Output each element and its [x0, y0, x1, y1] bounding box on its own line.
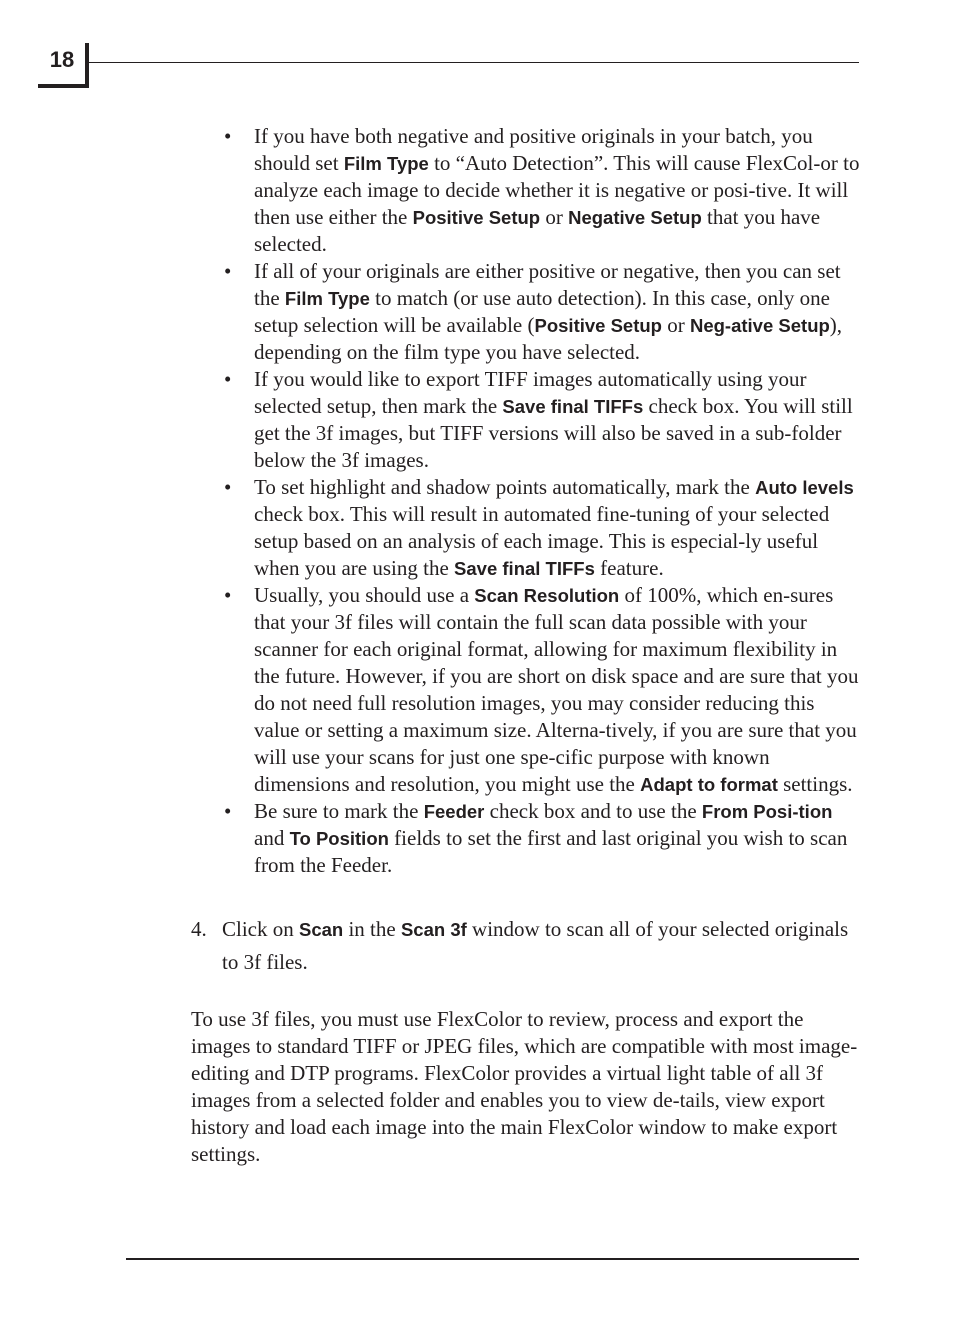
bullet-item-save-tiffs — [224, 366, 862, 474]
ui-term-from-position: From Posi-tion — [701, 801, 833, 822]
ui-term-scan: Scan — [299, 919, 344, 940]
text-run: If you have both negative and positive originals in your batch, you should set — [254, 124, 813, 175]
ui-term-to-position: To Position — [289, 828, 389, 849]
bullet-item-feeder — [224, 798, 862, 879]
text-run: or — [661, 313, 690, 337]
bullet-item-film-type-match — [224, 258, 862, 366]
footer-rule — [126, 1258, 859, 1260]
ui-term-positive-setup: Positive Setup — [534, 315, 662, 336]
ui-term-save-final-tiffs: Save final TIFFs — [454, 558, 595, 579]
text-run: check box and to use the — [484, 799, 702, 823]
ui-term-film-type: Film Type — [284, 288, 370, 309]
ui-term-positive-setup: Positive Setup — [412, 207, 541, 228]
ui-term-scan-resolution: Scan Resolution — [474, 585, 620, 606]
page-number: 18 — [49, 47, 75, 72]
ui-term-negative-setup: Negative Setup — [568, 207, 702, 228]
step-number: 4. — [191, 917, 207, 941]
text-run: settings. — [777, 772, 853, 796]
text-run: fields to set the first and last original you wish to scan from the Feeder. — [254, 826, 848, 877]
text-run: check box. This will result in automated fine-tuning of your selected setup based on an analysis of each image. This is especial-ly useful when you are using the — [254, 502, 830, 580]
ui-term-negative-setup: Neg-ative Setup — [689, 315, 830, 336]
text-run: of 100%, which en-sures that your 3f files will contain the full scan data possible with your scanner for each original format, allowing for maximum flexibility in the future. However, if you are short on disk space and are sure that you do not need full resolution images, you may consider reducing this value or setting a maximum size. Alterna-tively, if you are sure that you will use your scans for just one spe-cific purpose with known dimensions and resolution, you might use the — [254, 583, 859, 796]
text-run: in the — [343, 917, 401, 941]
text-run: check box. You will still get the 3f images, but TIFF versions will also be saved in a sub-folder below the 3f images. — [254, 394, 853, 472]
text-run: to match (or use auto detection). In this case, only one setup selection will be available ( — [254, 286, 831, 337]
text-run: ), depending on the film type you have selected. — [254, 313, 843, 364]
ui-term-feeder: Feeder — [423, 801, 485, 822]
text-run: Be sure to mark the — [254, 799, 424, 823]
text-run: If all of your originals are either positive or negative, then you can set the — [254, 259, 841, 310]
text-run: or — [540, 205, 569, 229]
text-run: that you have selected. — [254, 205, 821, 256]
text-run: If you would like to export TIFF images automatically using your selected setup, then mark the — [254, 367, 807, 418]
text-run: To set highlight and shadow points automatically, mark the — [254, 475, 756, 499]
header-corner-mark-vertical — [85, 43, 89, 88]
text-run: Usually, you should use a — [254, 583, 475, 607]
header-corner-mark-horizontal — [38, 84, 89, 88]
ui-term-film-type: Film Type — [343, 153, 429, 174]
header-rule — [89, 62, 859, 63]
ui-term-adapt-to-format: Adapt to format — [640, 774, 778, 795]
step-4 — [191, 913, 861, 978]
ui-term-scan-3f: Scan 3f — [400, 919, 467, 940]
text-run: and — [254, 826, 290, 850]
text-run: Click on — [222, 917, 299, 941]
ui-term-save-final-tiffs: Save final TIFFs — [502, 396, 644, 417]
bullet-item-auto-levels — [224, 474, 862, 582]
bullet-item-film-type-auto — [224, 123, 862, 258]
text-run: to “Auto Detection”. This will cause FlexCol-or to analyze each image to decide whether it is negative or posi-tive. It will then use either the — [254, 151, 860, 229]
text-run: feature. — [594, 556, 664, 580]
ui-term-auto-levels: Auto levels — [755, 477, 854, 498]
step-text — [222, 913, 861, 978]
bullet-list — [224, 123, 862, 879]
body-paragraph: To use 3f files, you must use FlexColor to review, process and export the images to standard TIFF or JPEG files, which are compatible with most image-editing and DTP programs. FlexColor provides a virtual light table of all 3f images from a selected folder and enables you to view de-tails, view export history and load each image into the main FlexColor window to make export settings. — [191, 1007, 858, 1166]
text-run: window to scan all of your selected originals to 3f files. — [222, 917, 849, 974]
bullet-item-scan-resolution — [224, 582, 862, 798]
